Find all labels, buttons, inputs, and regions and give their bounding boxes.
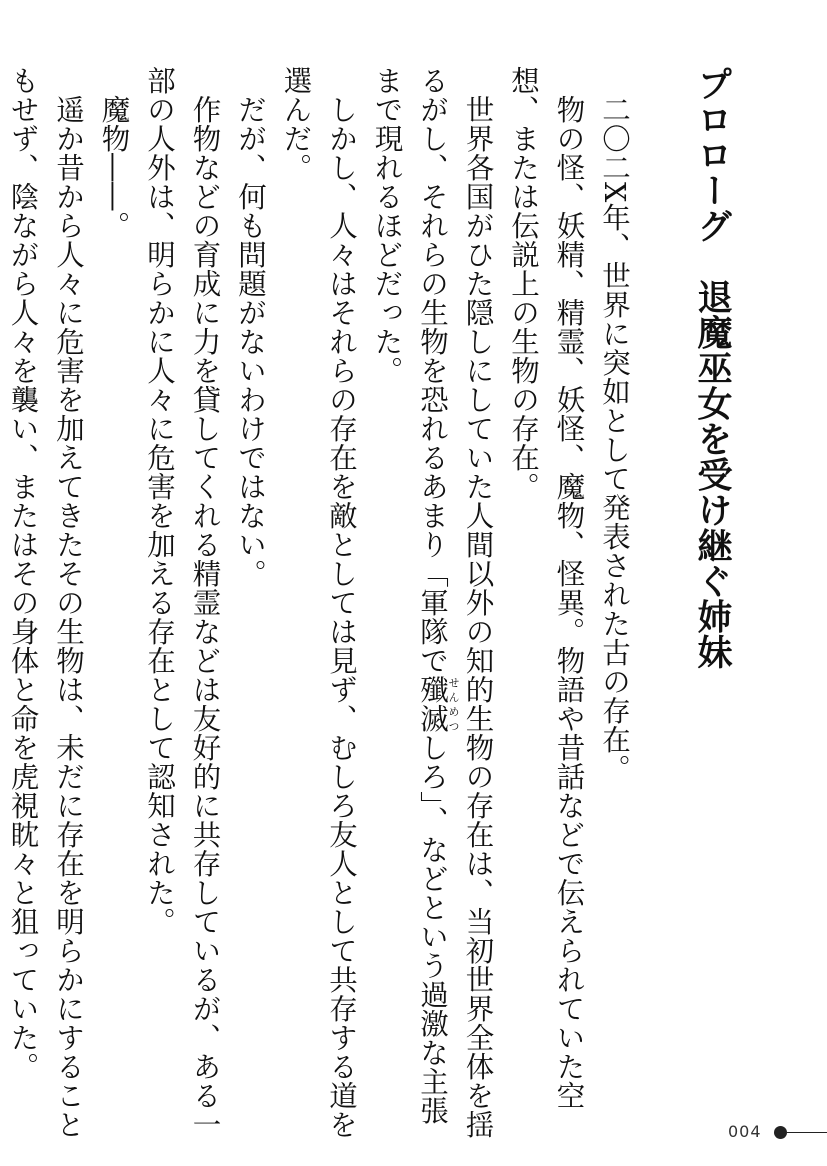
paragraph-2: 物の怪、妖精、精霊、妖怪、魔物、怪異。物語や昔話などで伝えられていた空想、または伝説上の生物の存在。: [507, 66, 586, 1110]
ruby-reading: せんめつ: [447, 675, 460, 733]
vertical-text-block: [0, 66, 732, 1146]
paragraph-1: 二〇二X年、世界に突如として発表された古の存在。: [598, 94, 631, 783]
page-number: 004: [728, 1122, 762, 1141]
body-text: [0, 66, 637, 1146]
page-marker-line: [787, 1132, 827, 1133]
paragraph-3: [364, 66, 501, 1146]
page-marker-dot: [774, 1126, 787, 1139]
paragraph-7: 魔物――。: [97, 94, 131, 240]
page-footer: [728, 1120, 827, 1150]
paragraph-5: だが、何も問題がないわけではない。: [234, 94, 267, 588]
chapter-title: プロローグ 退魔巫女を受け継ぐ姉妹: [692, 66, 733, 670]
paragraph-4: しかし、人々はそれらの存在を敵としては見ず、むしろ友人として共存する道を選んだ。: [279, 66, 358, 1139]
ruby-annotation: [416, 675, 460, 733]
paragraph-6: 作物などの育成に力を貸してくれる精霊などは友好的に共存しているが、ある一部の人外は、明らかに人々に危害を加える存在として認知された。: [143, 66, 222, 1139]
ruby-base: 殲滅: [416, 675, 449, 733]
paragraph-3-text-after: しろ」、などという過激な主張まで現れるほどだった。: [370, 66, 449, 1125]
paragraph-8: 遥か昔から人々に危害を加えてきたその生物は、未だに存在を明らかにすることもせず、陰ながら人々を襲い、またはその身体と命を虎視眈々と狙っていた。: [6, 66, 85, 1139]
paragraph-3-text-before: 世界各国がひた隠しにしていた人間以外の知的生物の存在は、当初世界全体を揺るがし、それらの生物を恐れるあまり「軍隊で: [416, 66, 495, 1139]
